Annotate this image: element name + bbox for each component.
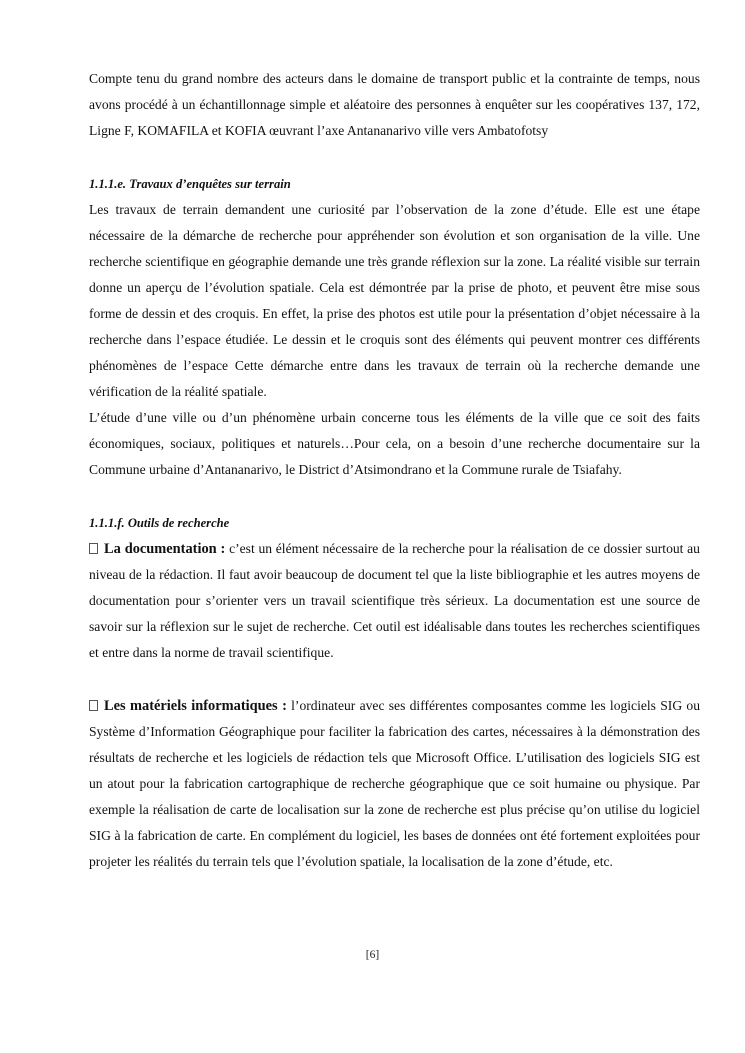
spacer — [89, 483, 700, 510]
bullet-text: c’est un élément nécessaire de la recherche pour la réalisation de ce dossier surtout au niveau de la rédaction. Il faut avoir beaucoup de document tel que la liste bibliographie et les autres moyens de documentation pour s’orienter vers un travail scientifique très sérieux. La documentation est une source de savoir sur la réflexion sur le sujet de recherche. Cet outil est idéalisable dans toutes les recherches scientifiques et entre dans la norme de travail scientifique. — [89, 541, 700, 660]
spacer — [89, 144, 700, 171]
section-e-paragraph-1: Les travaux de terrain demandent une curiosité par l’observation de la zone d’étude. Elle est une étape nécessaire de la démarche de recherche pour appréhender son évolution et son organisation de la ville. Une recherche scientifique en géographie demande une très grande réflexion sur la zone. La réalité visible sur terrain donne un aperçu de l’évolution spatiale. Cela est démontrée par la prise de photo, et peuvent être mise sous forme de dessin et des croquis. En effet, la prise des photos est utile pour la présentation d’objet nécessaire à la recherche dans l’espace étudiée. Le dessin et le croquis sont des éléments qui peuvent montrer ces différents phénomènes de l’espace Cette démarche entre dans les travaux de terrain où la recherche demande une vérification de la réalité spatiale. — [89, 202, 700, 399]
bullet-documentation — [89, 536, 700, 666]
bullet-text: l’ordinateur avec ses différentes composantes comme les logiciels SIG ou Système d’Information Géographique pour faciliter la fabrication des cartes, nécessaires à la démonstration des résultats de recherche et les logiciels de rédaction tels que Microsoft Office. L’utilisation des logiciels SIG est un atout pour la fabrication cartographique de recherche géographique que ce soit humaine ou physique. Par exemple la réalisation de carte de localisation sur la zone de recherche est plus précise qu’on utilise du logiciel SIG à la fabrication de carte. En complément du logiciel, les bases de données ont été fortement exploitées pour projeter les réalités du terrain tels que l’évolution spatiale, la localisation de la zone d’étude, etc. — [89, 698, 701, 869]
bullet-title: La documentation : — [104, 541, 226, 557]
bullet-materiels-informatiques — [89, 693, 700, 875]
section-heading-e: 1.1.1.e. Travaux d’enquêtes sur terrain — [89, 177, 291, 191]
bullet-box-icon — [89, 700, 98, 711]
bullet-box-icon — [89, 543, 98, 554]
spacer — [89, 666, 700, 693]
page-number: [6] — [365, 949, 380, 961]
section-heading-f: 1.1.1.f. Outils de recherche — [89, 516, 230, 530]
page-content — [89, 66, 700, 875]
bullet-title: Les matériels informatiques : — [104, 698, 287, 714]
intro-paragraph: Compte tenu du grand nombre des acteurs dans le domaine de transport public et la contrainte de temps, nous avons procédé à un échantillonnage simple et aléatoire des personnes à enquêter sur les coopératives 137, 172, Ligne F, KOMAFILA et KOFIA œuvrant l’axe Antananarivo ville vers Ambatofotsy — [89, 71, 700, 138]
section-e-paragraph-2: L’étude d’une ville ou d’un phénomène urbain concerne tous les éléments de la ville que ce soit des faits économiques, sociaux, politiques et naturels…Pour cela, on a besoin d’une recherche documentaire sur la Commune urbaine d’Antananarivo, le District d’Atsimondrano et la Commune rurale de Tsiafahy. — [89, 410, 700, 477]
